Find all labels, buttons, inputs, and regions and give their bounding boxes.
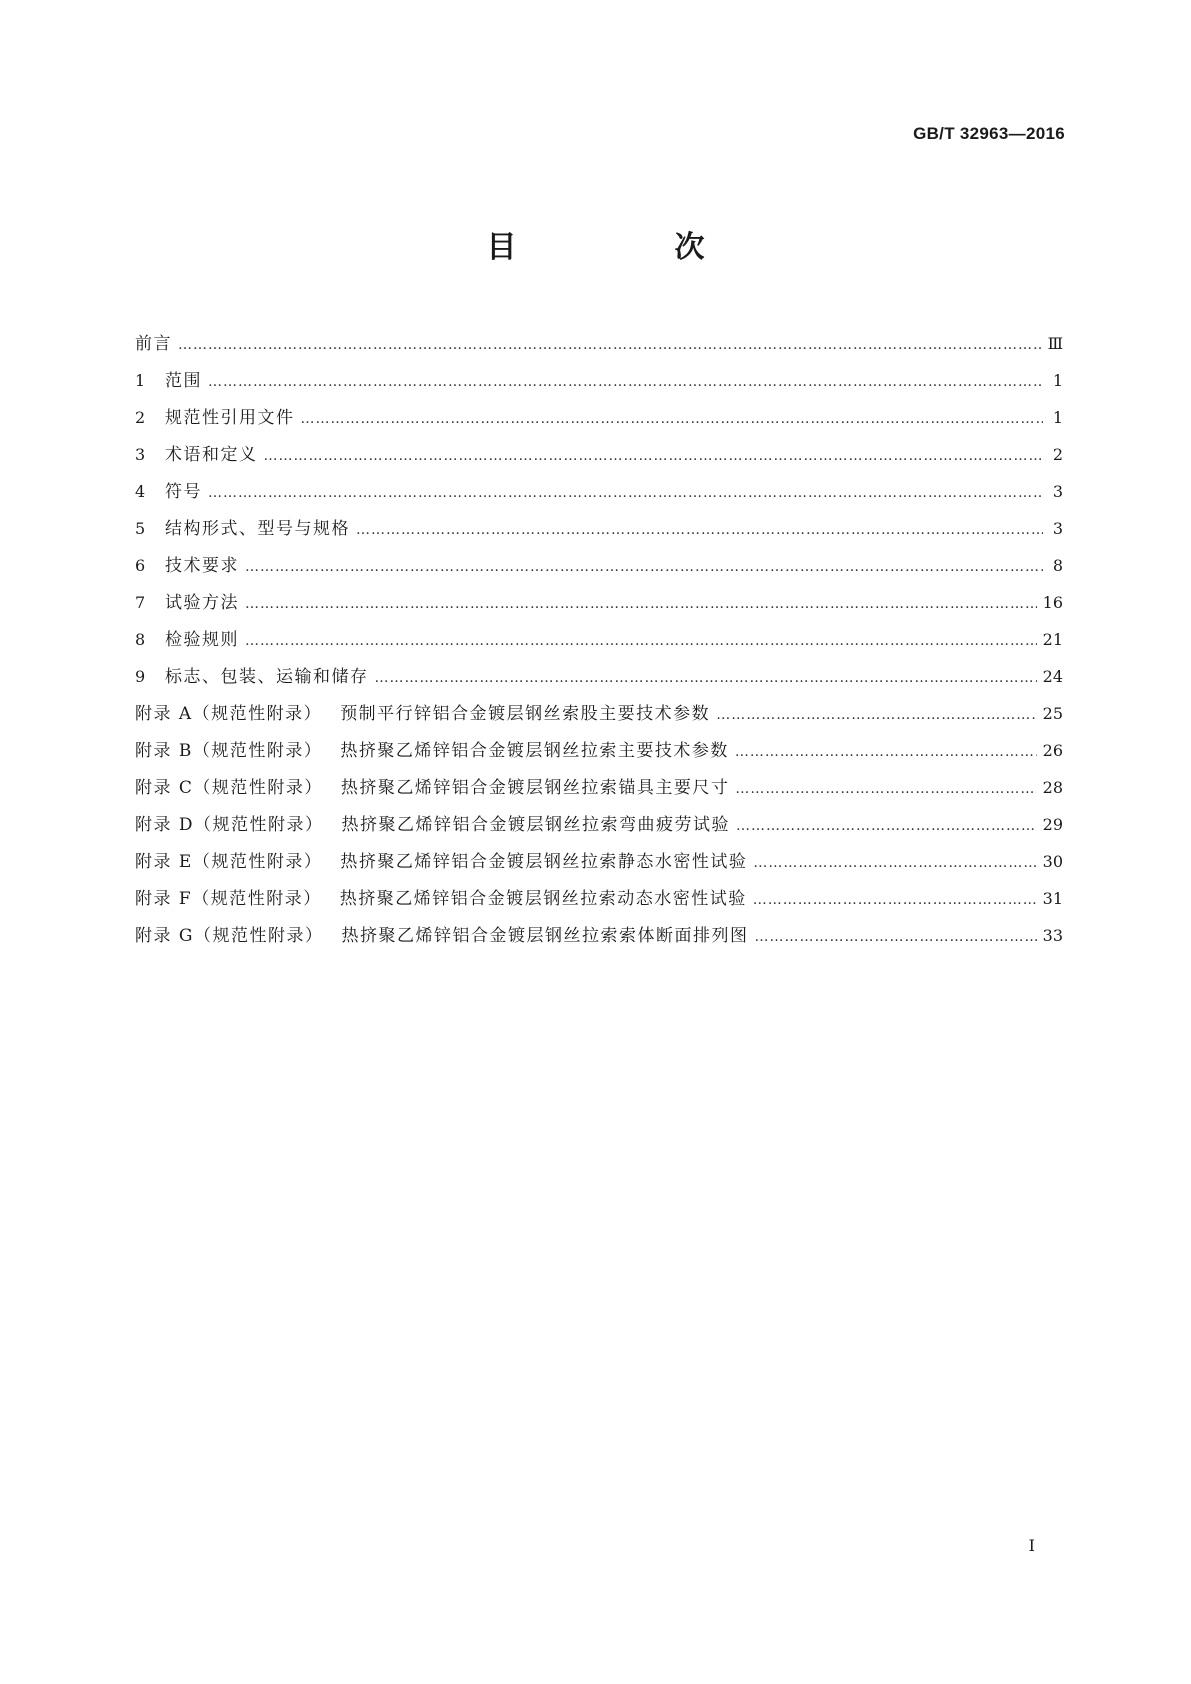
toc-entry-label: 标志、包装、运输和储存 <box>165 667 369 687</box>
toc-entry-label: 规范性引用文件 <box>165 408 295 428</box>
toc-leader-dots <box>301 401 1044 438</box>
toc-leader-dots <box>178 327 1042 364</box>
toc-appendix-label: 热挤聚乙烯锌铝合金镀层钢丝拉索索体断面排列图 <box>341 926 749 946</box>
toc-entry-number: 1 <box>135 371 146 390</box>
toc-appendix-e[interactable] <box>135 843 1063 880</box>
page-title: 目 次 <box>486 230 769 265</box>
toc-entry-number: 5 <box>135 519 146 538</box>
toc-appendix-label: 预制平行锌铝合金镀层钢丝索股主要技术参数 <box>340 704 711 724</box>
toc-entry-label: 技术要求 <box>165 556 239 576</box>
toc-appendix-label: 热挤聚乙烯锌铝合金镀层钢丝拉索弯曲疲劳试验 <box>341 815 731 835</box>
toc-entry-label: 前言 <box>135 334 172 354</box>
toc-leader-dots <box>208 364 1043 401</box>
toc-appendix-prefix: 附录 G（规范性附录） <box>135 926 324 946</box>
toc-appendix-d[interactable] <box>135 806 1063 843</box>
toc-entry-9[interactable] <box>135 658 1063 695</box>
toc-appendix-title <box>135 696 710 733</box>
toc-entry-7[interactable] <box>135 584 1063 621</box>
toc-entry-page: 1 <box>1052 371 1063 390</box>
toc-entry-page: 31 <box>1042 889 1063 908</box>
toc-appendix-prefix: 附录 D（规范性附录） <box>135 815 324 835</box>
toc-appendix-c[interactable] <box>135 769 1063 806</box>
toc-leader-dots <box>735 771 1036 808</box>
toc-leader-dots <box>753 845 1036 882</box>
toc-entry-label: 检验规则 <box>165 630 239 650</box>
toc-appendix-title <box>135 770 729 807</box>
toc-leader-dots <box>716 697 1036 734</box>
toc-appendix-label: 热挤聚乙烯锌铝合金镀层钢丝拉索静态水密性试验 <box>340 852 748 872</box>
toc-entry-page: 21 <box>1042 630 1063 649</box>
toc-leader-dots <box>245 586 1037 623</box>
toc-entry-label: 范围 <box>165 371 202 391</box>
toc-entry-1[interactable] <box>135 362 1063 399</box>
toc-entry-page: 8 <box>1052 556 1063 575</box>
toc-appendix-b[interactable] <box>135 732 1063 769</box>
toc-entry-3[interactable] <box>135 436 1063 473</box>
toc-entry-page: 26 <box>1042 741 1063 760</box>
toc-entry-page: 1 <box>1052 408 1063 427</box>
toc-appendix-prefix: 附录 A（规范性附录） <box>135 704 323 724</box>
toc-entry-4[interactable] <box>135 473 1063 510</box>
toc-entry-number: 8 <box>135 630 146 649</box>
toc-entry-page: 24 <box>1042 667 1063 686</box>
toc-entry-foreword[interactable] <box>135 325 1063 362</box>
page-number: I <box>1028 1536 1035 1555</box>
toc-entry-page: Ⅲ <box>1047 334 1063 353</box>
toc-appendix-prefix: 附录 F（规范性附录） <box>135 889 322 909</box>
toc-appendix-prefix: 附录 E（规范性附录） <box>135 852 323 872</box>
toc-appendix-title <box>135 844 747 881</box>
toc-appendix-prefix: 附录 B（规范性附录） <box>135 741 323 761</box>
toc-entry-page: 25 <box>1042 704 1063 723</box>
toc-appendix-label: 热挤聚乙烯锌铝合金镀层钢丝拉索动态水密性试验 <box>339 889 747 909</box>
toc-appendix-label: 热挤聚乙烯锌铝合金镀层钢丝拉索锚具主要尺寸 <box>340 778 730 798</box>
toc-leader-dots <box>754 919 1036 956</box>
toc-entry-page: 3 <box>1052 519 1063 538</box>
toc-entry-2[interactable] <box>135 399 1063 436</box>
toc-entry-number: 4 <box>135 482 146 501</box>
toc-entry-5[interactable] <box>135 510 1063 547</box>
toc-leader-dots <box>245 549 1043 586</box>
toc-entry-page: 16 <box>1042 593 1063 612</box>
toc-entry-label: 符号 <box>165 482 202 502</box>
toc-leader-dots <box>208 475 1043 512</box>
toc-leader-dots <box>245 623 1037 660</box>
toc-appendix-g[interactable] <box>135 917 1063 954</box>
toc-entry-page: 2 <box>1052 445 1063 464</box>
toc-appendix-f[interactable] <box>135 880 1063 917</box>
toc-appendix-label: 热挤聚乙烯锌铝合金镀层钢丝拉索主要技术参数 <box>340 741 729 761</box>
toc-entry-number: 9 <box>135 667 146 686</box>
toc-entry-number: 3 <box>135 445 146 464</box>
toc-leader-dots <box>356 512 1043 549</box>
toc-appendix-a[interactable] <box>135 695 1063 732</box>
toc-entry-page: 33 <box>1042 926 1063 945</box>
toc-entry-number: 2 <box>135 408 146 427</box>
toc-leader-dots <box>375 660 1037 697</box>
toc-entry-label: 结构形式、型号与规格 <box>165 519 350 539</box>
toc-entry-page: 28 <box>1042 778 1063 797</box>
table-of-contents <box>135 325 1063 954</box>
toc-leader-dots <box>735 734 1037 771</box>
toc-leader-dots <box>264 438 1044 475</box>
standard-code: GB/T 32963—2016 <box>913 124 1065 143</box>
toc-entry-page: 3 <box>1052 482 1063 501</box>
toc-leader-dots <box>753 882 1037 919</box>
toc-appendix-title <box>135 733 729 770</box>
toc-entry-label: 试验方法 <box>165 593 239 613</box>
toc-leader-dots <box>736 808 1037 845</box>
toc-entry-6[interactable] <box>135 547 1063 584</box>
toc-appendix-title <box>135 918 748 955</box>
toc-entry-page: 29 <box>1042 815 1063 834</box>
toc-appendix-title <box>135 807 730 844</box>
toc-entry-number: 7 <box>135 593 146 612</box>
toc-entry-page: 30 <box>1042 852 1063 871</box>
toc-entry-8[interactable] <box>135 621 1063 658</box>
toc-entry-number: 6 <box>135 556 146 575</box>
toc-appendix-title <box>135 881 747 918</box>
toc-appendix-prefix: 附录 C（规范性附录） <box>135 778 323 798</box>
toc-entry-label: 术语和定义 <box>165 445 258 465</box>
